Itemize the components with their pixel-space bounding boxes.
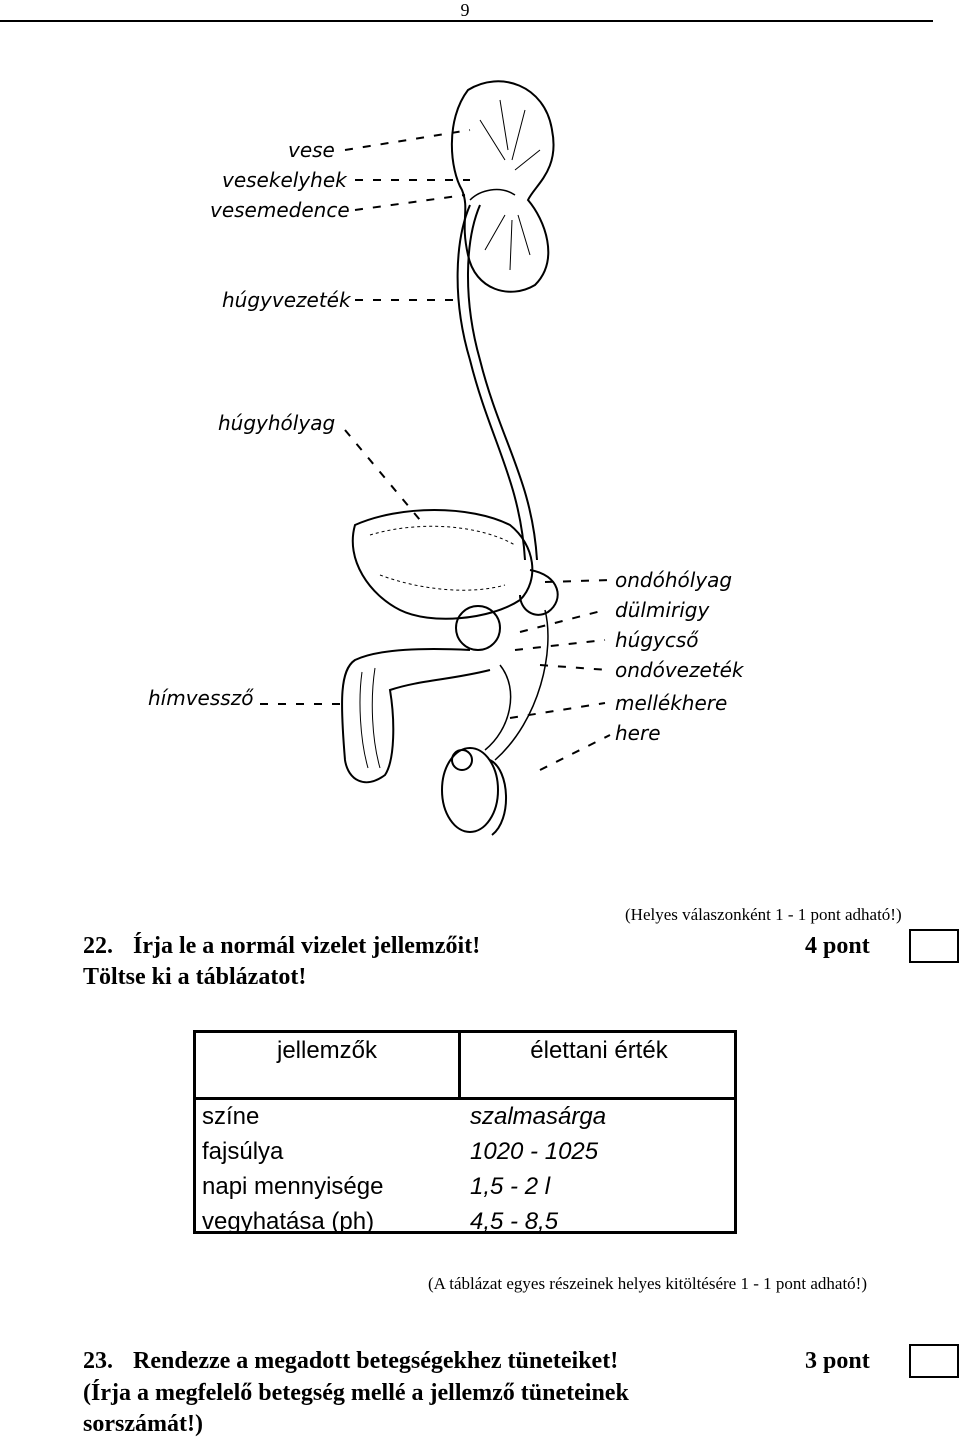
header-rule <box>196 1097 734 1100</box>
header-rule <box>0 20 933 22</box>
prostate <box>456 606 500 650</box>
penis-outline <box>342 649 490 782</box>
q22-instruction: Írja le a normál vizelet jellemzőit! <box>133 933 481 959</box>
label-ondoholyag: ondóhólyag <box>615 568 733 592</box>
table-row-value: 1020 - 1025 <box>470 1138 599 1165</box>
q23-score-box[interactable] <box>909 1344 959 1378</box>
table-row-value: szalmasárga <box>470 1103 607 1130</box>
header-characteristics: jellemzők <box>276 1037 378 1064</box>
previous-question-note: (Helyes válaszonként 1 - 1 pont adható!) <box>625 905 902 924</box>
q23-points: 3 pont <box>805 1348 870 1374</box>
q23-subinstruction: (Írja a megfelelő betegség mellé a jellemző tüneteinek <box>83 1380 629 1406</box>
table-row-label: színe <box>202 1103 260 1130</box>
table-row-value: 4,5 - 8,5 <box>470 1208 559 1235</box>
page-number: 9 <box>460 0 470 20</box>
label-dulmirigy: dülmirigy <box>615 598 710 622</box>
table-row-label: napi mennyisége <box>202 1173 384 1200</box>
label-himvesszo: hímvessző <box>148 686 254 710</box>
label-vesekelyhek: vesekelyhek <box>222 168 347 192</box>
label-mellekhere: mellékhere <box>615 691 728 715</box>
q22-score-box[interactable] <box>909 929 959 963</box>
q22-points: 4 pont <box>805 933 870 959</box>
kidney-outline <box>452 81 554 291</box>
label-vese: vese <box>288 138 335 162</box>
q23-number: 23. <box>83 1348 113 1374</box>
q23-subinstruction-end: sorszámát!) <box>83 1411 203 1437</box>
urogenital-diagram <box>130 50 830 850</box>
label-hugyvezetek: húgyvezeték <box>222 288 351 312</box>
table-scoring-note: (A táblázat egyes részeinek helyes kitöltésére 1 - 1 pont adható!) <box>428 1274 867 1293</box>
testis <box>442 748 498 832</box>
table-row-label: vegyhatása (ph) <box>202 1208 375 1235</box>
table-row-value: 1,5 - 2 l <box>470 1173 551 1200</box>
q22-subinstruction: Töltse ki a táblázatot! <box>83 964 307 990</box>
label-hugycso: húgycső <box>615 628 699 652</box>
q22-number: 22. <box>83 933 113 959</box>
label-hugyholyag: húgyhólyag <box>218 411 336 435</box>
table-row-label: fajsúlya <box>202 1138 284 1165</box>
label-ondovezetek: ondóvezeték <box>615 658 744 682</box>
urine-characteristics-table <box>193 1030 737 1234</box>
header-physiological-value: élettani érték <box>530 1037 668 1064</box>
label-vesemedence: vesemedence <box>210 198 350 222</box>
q23-instruction: Rendezze a megadott betegségekhez tüneteiket! <box>133 1348 619 1374</box>
label-here: here <box>615 721 661 745</box>
